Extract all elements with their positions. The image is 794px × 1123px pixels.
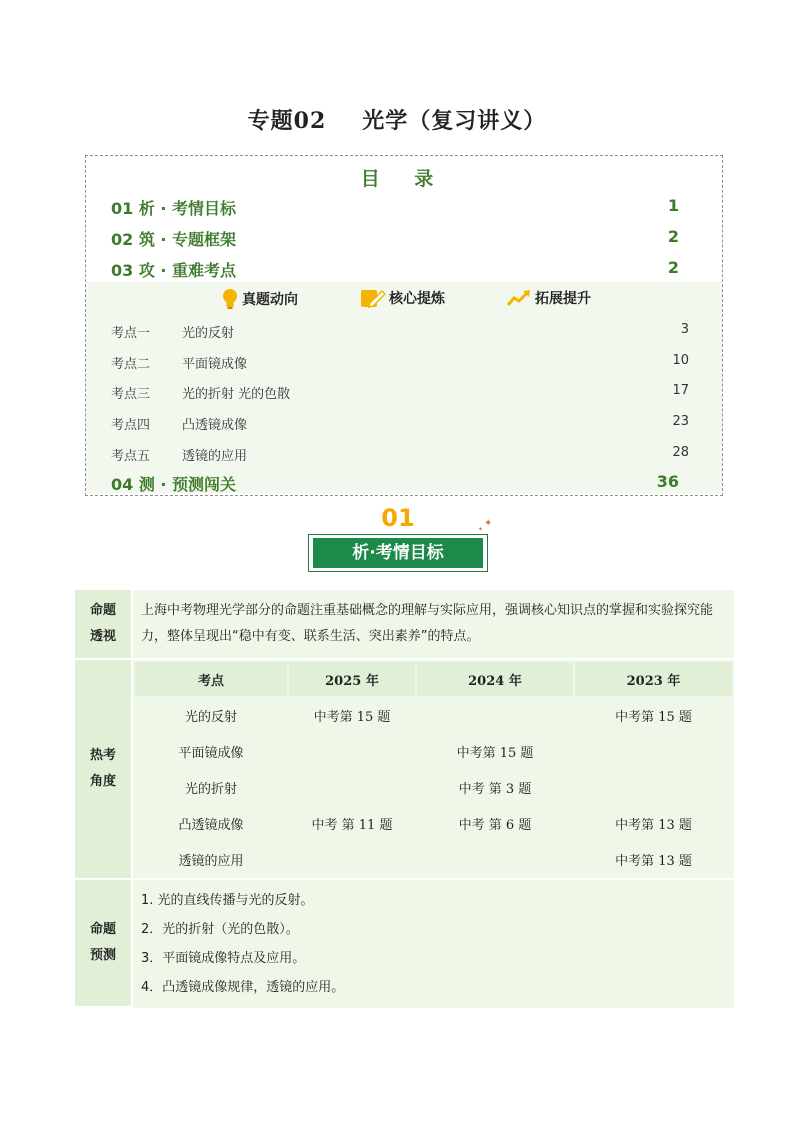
toc-entry-page: 2 [667,258,679,277]
row-label-propose: 命题 透视 [75,590,133,660]
toc-entry-03[interactable] [111,258,679,281]
hot-topics-cell [133,660,734,880]
list-item: 2．光的折射（光的色散）。 [141,922,299,937]
section-number: 01 [381,504,415,532]
toc-entry-page: 1 [667,196,679,215]
column-header: 2023 年 [575,662,732,696]
title-text: 光学（复习讲义） [362,109,547,134]
toc-category-zhenti: 真题动向 [221,288,298,310]
list-item: 3．平面镜成像特点及应用。 [141,951,306,966]
page-title [0,104,794,135]
hot-topics-table [133,660,734,878]
toc-categories [86,284,722,312]
toc-entry-page: 2 [667,227,679,246]
table-of-contents [85,155,723,496]
row-label-predict: 命题 预测 [75,880,133,1008]
propose-text: 上海中考物理光学部分的命题注重基础概念的理解与实际应用，强调核心知识点的掌握和实验探究能力，整体呈现出“稳中有变、联系生活、突出素养”的特点。 [133,590,734,660]
column-header: 2024 年 [417,662,573,696]
title-number: 专题02 [247,108,327,134]
toc-category-tuozhan: 拓展提升 [506,288,591,308]
table-row: 光的反射 中考第 15 题 中考第 15 题 [135,698,732,732]
toc-sub-entry[interactable]: 考点四 凸透镜成像 23 [111,414,689,433]
toc-entry-02[interactable] [111,227,679,250]
toc-sub-entry[interactable]: 考点三 光的折射 光的色散 17 [111,383,689,402]
sparkle-small-icon: ✦ [478,526,484,533]
prediction-list [133,880,734,1008]
list-item: 1. 光的直线传播与光的反射。 [141,893,314,908]
table-row: 平面镜成像 中考第 15 题 [135,734,732,768]
lightbulb-icon [221,288,239,310]
toc-sub-entry[interactable]: 考点二 平面镜成像 10 [111,353,689,372]
section-badge [300,502,496,580]
table-row: 凸透镜成像 中考 第 11 题 中考 第 6 题 中考第 13 题 [135,806,732,840]
section-title: 析·考情目标 [313,538,483,568]
list-item: 4．凸透镜成像规律，透镜的应用。 [141,980,345,995]
toc-heading: 目 录 [360,168,448,190]
pencil-note-icon [360,288,386,308]
toc-category-hexin: 核心提炼 [360,288,445,308]
toc-sub-entry[interactable]: 考点五 透镜的应用 28 [111,445,689,464]
column-header: 考点 [135,662,287,696]
table-row: 光的折射 中考 第 3 题 [135,770,732,804]
table-row: 透镜的应用 中考第 13 题 [135,842,732,876]
toc-entry-01[interactable] [111,196,679,219]
sparkle-icon: ✦ [484,518,493,529]
column-header: 2025 年 [289,662,415,696]
toc-entry-label: 04 测 · 预测闯关 [111,475,237,494]
toc-entry-label: 03 攻 · 重难考点 [111,261,237,280]
toc-entry-page: 36 [656,472,679,491]
row-label-hot: 热考 角度 [75,660,133,880]
toc-entry-label: 01 析 · 考情目标 [111,199,237,218]
exam-analysis-table [75,590,734,1008]
toc-entry-label: 02 筑 · 专题框架 [111,230,237,249]
toc-entry-04[interactable] [111,472,679,495]
trend-up-icon [506,289,532,307]
table-header-row [135,662,732,696]
toc-sub-entry[interactable]: 考点一 光的反射 3 [111,322,689,341]
